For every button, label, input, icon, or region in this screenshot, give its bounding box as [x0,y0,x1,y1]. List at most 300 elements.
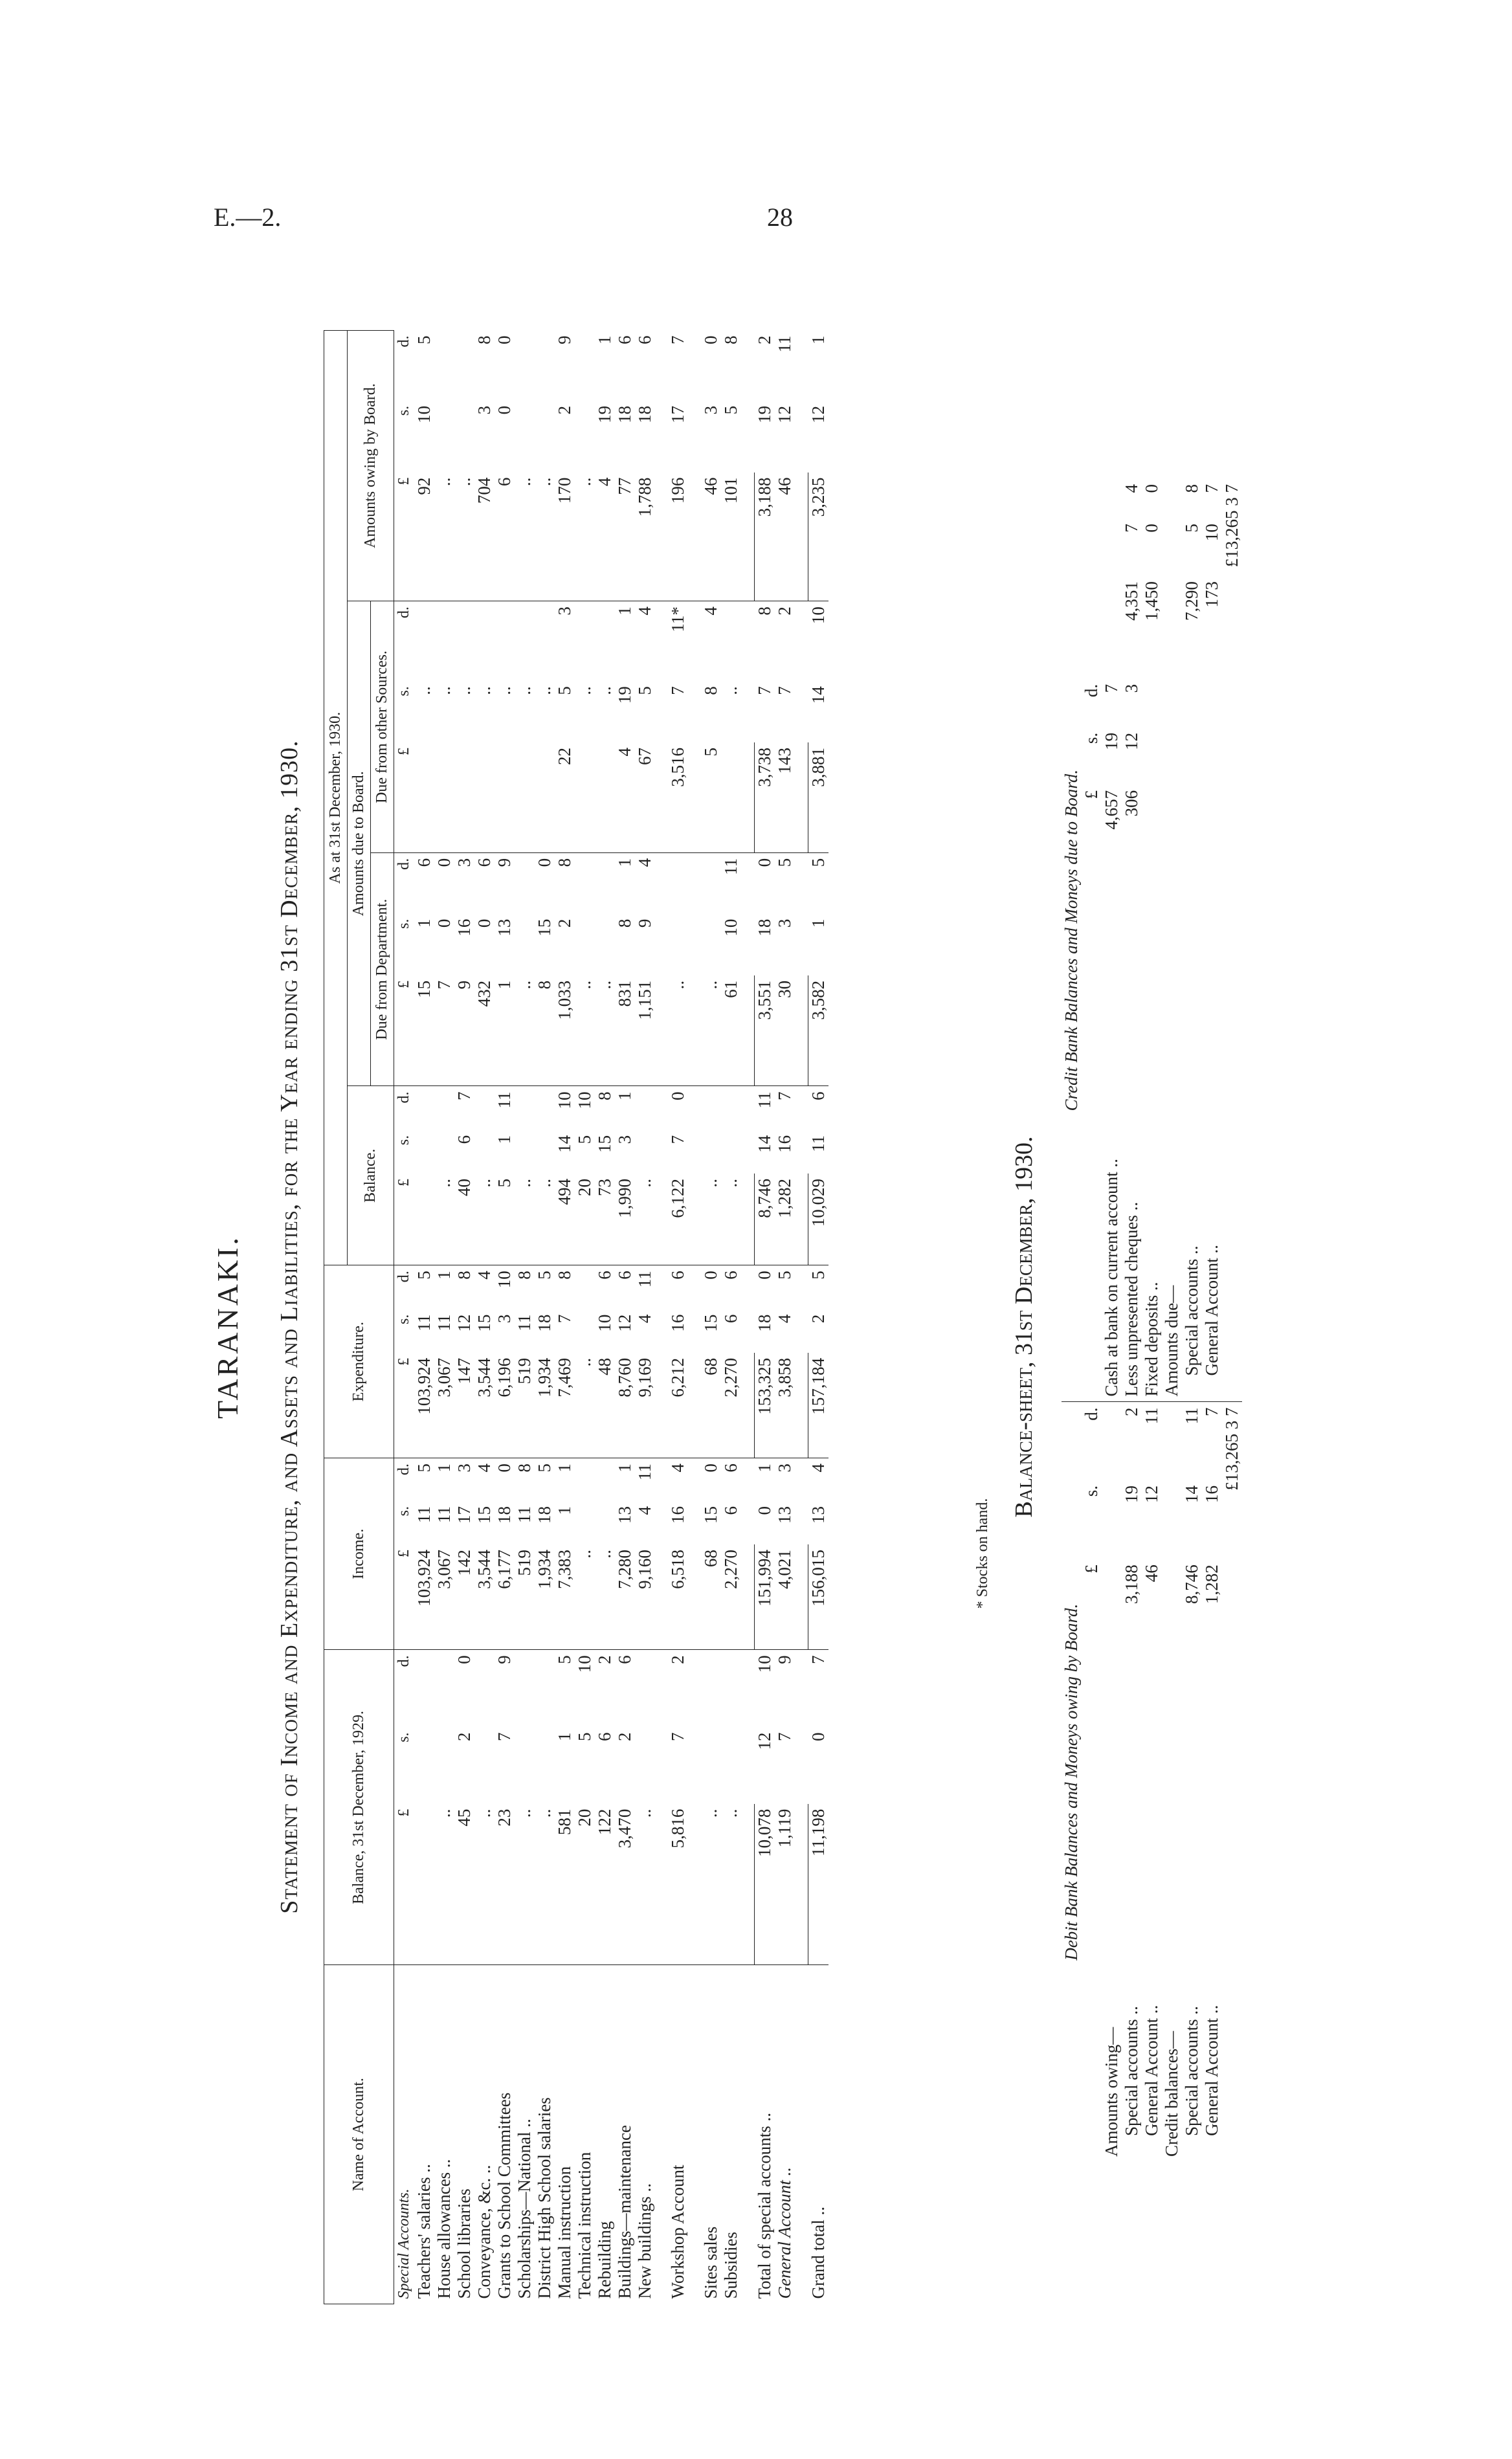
amount-cell [1182,728,1202,785]
amount-cell: 7,383 [555,1544,575,1650]
amount-cell [1182,785,1202,888]
col-balance-1929-header: Balance, 31st December, 1929. [324,1650,394,1965]
amount-cell: 18 [754,918,774,937]
amount-cell [474,1650,495,1728]
amount-cell: 8 [515,1271,534,1280]
amount-cell: 11 [414,1506,434,1523]
amount-cell: 10 [575,1091,594,1109]
currency-label: d. [395,1463,412,1476]
spacer-cell [795,401,808,473]
amount-cell [474,1727,495,1803]
amount-cell: 3,544 [474,1544,495,1650]
amount-cell [701,1130,721,1174]
amount-cell: 1,934 [535,1353,555,1458]
grand-total-row [808,331,829,2304]
credit-label: Amounts due— [1162,888,1182,1402]
table-row [515,331,535,2304]
account-name: School libraries [454,2188,474,2299]
blank [1222,728,1242,785]
amount-cell: 151,994 [755,1544,775,1650]
amount-cell [701,1650,721,1728]
spacer-cell [655,1650,668,1728]
account-name: Rebuilding [595,2221,614,2299]
amount-cell: 5 [1182,524,1201,533]
amount-cell: 7 [1202,484,1221,493]
amount-cell [515,852,535,913]
amount-cell: 10 [721,918,740,937]
currency-label: s. [395,405,412,416]
spacer-cell [795,1353,808,1458]
amount-cell: 0 [754,858,774,867]
amount-cell: 103,924 [414,1544,434,1650]
amount-cell: 2,270 [721,1544,741,1650]
amount-cell: 4 [635,1314,654,1324]
spacer-cell [741,1804,755,1965]
currency-label: d. [395,1655,412,1667]
credit-label: Special accounts .. [1182,888,1202,1402]
balance-sheet-row [1182,479,1202,2162]
amount-cell: 101 [721,473,741,601]
amount-cell: 0 [454,1655,474,1664]
amount-cell: .. [474,1804,495,1965]
blank [1082,518,1102,576]
table-row [495,331,515,2304]
amount-cell: .. [701,975,721,1086]
amount-cell: .. [414,686,434,695]
amount-cell: 9 [635,918,654,928]
spacer-cell [741,1265,755,1309]
amount-cell [434,601,454,682]
amount-cell: 6 [808,1091,828,1100]
statement-table [324,330,828,2304]
balance-sheet-row [1202,479,1222,2162]
amount-cell: 20 [575,1804,595,1965]
spacer-cell [741,914,755,975]
amount-cell: 19 [754,405,774,423]
spacer-cell [655,1458,668,1501]
amount-cell: 153,325 [755,1353,775,1458]
amount-cell: 92 [414,473,434,601]
amount-cell: 4 [808,1463,828,1473]
spacer-cell [795,975,808,1086]
spacer-cell [688,1804,701,1965]
amount-cell: 68 [701,1353,721,1458]
spacer-row [688,331,701,2304]
amount-cell: 7,469 [555,1353,575,1458]
amount-cell: 157,184 [808,1353,829,1458]
table-row [595,331,615,2304]
amount-cell: 3,470 [615,1804,635,1965]
amount-cell: 7 [668,1135,687,1144]
amount-cell: 77 [615,473,635,601]
page-header-left: E.—2. [214,203,282,232]
amount-cell [721,1727,741,1803]
amount-cell: 10 [575,1655,594,1673]
account-name: Scholarships—National .. [515,2119,534,2299]
amount-cell: 11 [635,1271,654,1288]
amount-cell: 3 [775,1463,794,1473]
currency-label: £ [394,473,415,601]
amount-cell [454,601,474,682]
amount-cell [1202,679,1222,728]
spacer-cell [655,401,668,473]
amount-cell [1102,1402,1122,1480]
amount-cell: 0 [474,918,494,928]
amount-cell: 13 [808,1506,828,1524]
amount-cell: 5 [414,1271,434,1280]
debit-label: Credit balances— [1162,2031,1181,2157]
col-due-dept-header: Due from Department. [371,852,394,1086]
amount-cell: 3 [454,1463,474,1473]
amount-cell: 13 [775,1506,794,1524]
blank [1222,1701,1242,2162]
amount-cell: 1 [495,1135,514,1144]
amount-cell: 1 [615,606,634,616]
amount-cell: 11 [434,1506,454,1523]
amount-cell: 3,067 [434,1353,454,1458]
amount-cell: 19 [1122,1485,1141,1503]
amount-cell: 16 [1202,1485,1221,1503]
amount-cell: 11* [668,606,687,632]
amount-cell: 0 [1142,484,1161,493]
amount-cell [701,1086,721,1130]
amount-cell [595,1458,615,1501]
amount-cell [1102,518,1122,576]
amount-cell [495,601,515,682]
amount-cell: 0 [1142,524,1161,533]
amount-cell [495,742,515,852]
amount-cell: 6 [414,858,434,867]
table-row [721,331,741,2304]
amount-cell [535,401,555,473]
amount-cell: 1 [414,918,434,928]
amount-cell: .. [535,686,554,695]
amount-cell [474,742,495,852]
spacer-cell [741,1544,755,1650]
amount-cell: 11 [808,1135,828,1152]
amount-cell: .. [575,473,595,601]
amount-cell: 494 [555,1174,575,1265]
amount-cell: 3 [474,405,494,415]
amount-cell: .. [575,975,595,1086]
amount-cell: 1 [555,1463,574,1473]
blank [1082,479,1102,518]
amount-cell: 5 [808,858,828,867]
amount-cell [1102,1480,1122,1559]
amount-cell [635,1130,655,1174]
currency-label: £ [1082,790,1101,799]
spacer-cell [655,852,668,913]
amount-cell: 3 [454,858,474,867]
amount-cell [414,1727,434,1803]
currency-label: s. [1082,1485,1101,1497]
balance-sheet-row [1162,479,1182,2162]
amount-cell: 10 [595,1314,614,1332]
amount-cell: .. [701,1174,721,1265]
amount-cell [1162,1480,1182,1559]
amount-cell: 12 [754,1732,774,1750]
amount-cell: 1 [434,1463,454,1473]
amount-cell: 6 [615,335,634,344]
amount-cell: 142 [454,1544,474,1650]
col-name-header: Name of Account. [324,1965,394,2304]
account-name: New buildings .. [635,2183,654,2299]
amount-cell: 16 [668,1506,687,1524]
amount-cell: 20 [575,1174,595,1265]
amount-cell [595,742,615,852]
amount-cell [515,1650,535,1728]
table-row [434,331,454,2304]
amount-cell: .. [434,473,454,601]
spacer-row [655,331,668,2304]
spacer-cell [688,601,701,682]
currency-label: s. [395,1135,412,1146]
amount-cell: 1,151 [635,975,655,1086]
amount-cell: 30 [775,975,795,1086]
debit-label: Amounts owing— [1102,2027,1121,2157]
amount-cell: 831 [615,975,635,1086]
amount-cell [1162,679,1182,728]
amount-cell: .. [575,1353,595,1458]
amount-cell: 7 [775,1732,794,1741]
spacer-cell [655,1501,668,1544]
balance-sheet-total-row [1222,479,1242,2162]
col-balance-header: Balance. [348,1086,394,1265]
amount-cell: .. [575,686,594,695]
account-name: General Account .. [775,2167,794,2299]
amount-cell: .. [474,686,494,695]
amount-cell: 704 [474,473,495,601]
amount-cell: 3 [701,405,720,415]
spacer-cell [655,975,668,1086]
amount-cell: 9 [495,858,514,867]
amount-cell: 2,270 [721,1353,741,1458]
amount-cell: 23 [495,1804,515,1965]
spacer-cell [655,681,668,742]
amount-cell: 2 [555,918,574,928]
amount-cell: 7 [1202,1407,1221,1416]
amount-cell [414,1650,434,1728]
amount-cell [434,331,454,401]
amount-cell [701,1727,721,1803]
spacer-cell [688,1309,701,1353]
amount-cell: 2 [1122,1407,1141,1416]
spacer-cell [688,742,701,852]
spacer-cell [655,1309,668,1353]
amount-cell: 12 [1142,1485,1161,1503]
amount-cell [1102,1559,1122,1700]
amount-cell [635,1650,655,1728]
amount-cell: 1 [434,1271,454,1280]
amount-cell: 7 [1122,524,1141,533]
amount-cell: 170 [555,473,575,601]
balance-sheet-title: Balance-sheet, 31st December, 1930. [1010,1136,1038,1518]
account-name: Conveyance, &c. .. [474,2164,494,2299]
amount-cell: 3 [1122,684,1141,693]
amount-cell: .. [575,1544,595,1650]
spacer-cell [741,1965,755,2304]
amount-cell: 1 [615,1091,634,1100]
spacer-row [741,331,755,2304]
amount-cell [434,401,454,473]
amount-cell: 7 [495,1732,514,1741]
amount-cell: 2 [615,1732,634,1741]
amount-cell: .. [535,473,555,601]
amount-cell: 519 [515,1353,535,1458]
amount-cell: 6,518 [668,1544,688,1650]
account-name: Subsidies [721,2231,740,2299]
amount-cell [454,331,474,401]
page-number: 28 [767,203,793,232]
amount-cell [414,1804,434,1965]
account-name: Sites sales [701,2226,720,2299]
currency-label: s. [395,686,412,696]
amount-cell [414,1174,434,1265]
amount-cell: 17 [454,1506,474,1524]
spacer-cell [655,473,668,601]
amount-cell [595,852,615,913]
credit-label: Less unpresented cheques .. [1122,888,1142,1402]
amount-cell: 61 [721,975,741,1086]
amount-cell: .. [635,1804,655,1965]
amount-cell [701,852,721,913]
amount-cell: 4 [635,858,654,867]
spacer-cell [688,1544,701,1650]
amount-cell: 11,198 [808,1804,829,1965]
amount-cell: 3 [775,918,794,928]
amount-cell: 5 [535,1271,554,1280]
footnote: * Stocks on hand. [974,1498,991,1609]
amount-cell: 9,160 [635,1544,655,1650]
amount-cell: 6 [635,335,654,344]
spacer-cell [741,852,755,913]
amount-cell: 68 [701,1544,721,1650]
spacer-row [795,331,808,2304]
spacer-cell [795,1130,808,1174]
amount-cell: 7 [668,686,687,695]
amount-cell: 0 [808,1732,828,1741]
amount-cell: .. [434,686,454,695]
amount-cell: 3,551 [755,975,775,1086]
col-due-other-header: Due from other Sources. [371,601,394,853]
amount-cell: 1,119 [775,1804,795,1965]
blank [1082,576,1102,679]
account-name: Workshop Account [668,2164,687,2299]
amount-cell: 8,746 [1182,1564,1201,1604]
amount-cell: .. [474,1174,495,1265]
amount-cell: 6 [595,1271,614,1280]
spacer-cell [688,852,701,913]
amount-cell: 5 [414,1463,434,1473]
amount-cell [1182,679,1202,728]
amount-cell: 11 [515,1314,534,1331]
amount-cell [1202,728,1222,785]
amount-cell: 7 [1102,684,1121,693]
amount-cell: 6 [721,1271,740,1280]
amount-cell [1202,785,1222,888]
currency-label: £ [394,1544,415,1650]
spacer-cell [688,1458,701,1501]
amount-cell: 6 [454,1135,474,1144]
amount-cell: 6,196 [495,1353,515,1458]
amount-cell: 7 [555,1314,574,1324]
amount-cell: 8 [1182,484,1201,493]
debit-label: General Account .. [1142,2005,1161,2136]
credit-heading: Credit Bank Balances and Moneys due to Board. [1062,479,1082,1402]
currency-label: £ [1082,1564,1101,1574]
amount-cell [721,1130,741,1174]
amount-cell: 0 [495,335,514,344]
amount-cell: 0 [668,1091,687,1100]
amount-cell: 173 [1202,581,1221,608]
amount-cell: 4 [1122,484,1141,493]
amount-cell: 18 [754,1314,774,1332]
amount-cell: 15 [414,975,434,1086]
amount-cell: .. [721,1174,741,1265]
amount-cell [1102,576,1122,679]
amount-cell [474,1086,495,1130]
amount-cell: 6 [668,1271,687,1280]
amount-cell: .. [515,473,535,601]
amount-cell: .. [434,1174,454,1265]
amount-cell: 48 [595,1353,615,1458]
section-heading: Special Accounts. [395,2188,412,2299]
amount-cell [515,742,535,852]
amount-cell: .. [454,473,474,601]
amount-cell: 1 [615,1463,634,1473]
amount-cell: 11 [775,335,794,353]
table-row [668,331,688,2304]
amount-cell: 0 [701,1463,720,1473]
spacer-cell [655,1265,668,1309]
amount-cell: 6 [615,1271,634,1280]
debit-label: General Account .. [1202,2005,1221,2136]
currency-label: d. [395,606,412,619]
amount-cell: 8 [535,975,555,1086]
amount-cell: 10 [555,1091,574,1109]
amount-cell [701,914,721,975]
spacer-cell [741,401,755,473]
amount-cell: 2 [555,405,574,415]
balance-sheet-heading-row [1062,479,1082,2162]
credit-total: £13,265 3 7 [1222,484,1241,568]
spacer-cell [795,681,808,742]
amount-cell: 5 [635,686,654,695]
spacer-cell [741,1086,755,1130]
amount-cell: 5 [575,1732,594,1741]
amount-cell: 4 [474,1271,494,1280]
amount-cell: 4,021 [775,1544,795,1650]
currency-label: s. [395,1314,412,1325]
amount-cell: 0 [434,858,454,867]
amount-cell: 40 [454,1174,474,1265]
amount-cell: 5 [775,1271,794,1280]
spacer-cell [655,742,668,852]
amount-cell: 8 [615,918,634,928]
amount-cell [575,331,595,401]
spacer-cell [688,681,701,742]
spacer-cell [688,473,701,601]
amount-cell: 15 [701,1314,720,1332]
amount-cell: 1,282 [775,1174,795,1265]
amount-cell [1162,1402,1182,1480]
spacer-cell [688,401,701,473]
amount-cell: 1,033 [555,975,575,1086]
currency-label: s. [1082,732,1101,744]
currency-label: d. [395,858,412,870]
blank [1222,785,1242,888]
amount-cell: 7 [775,1091,794,1100]
